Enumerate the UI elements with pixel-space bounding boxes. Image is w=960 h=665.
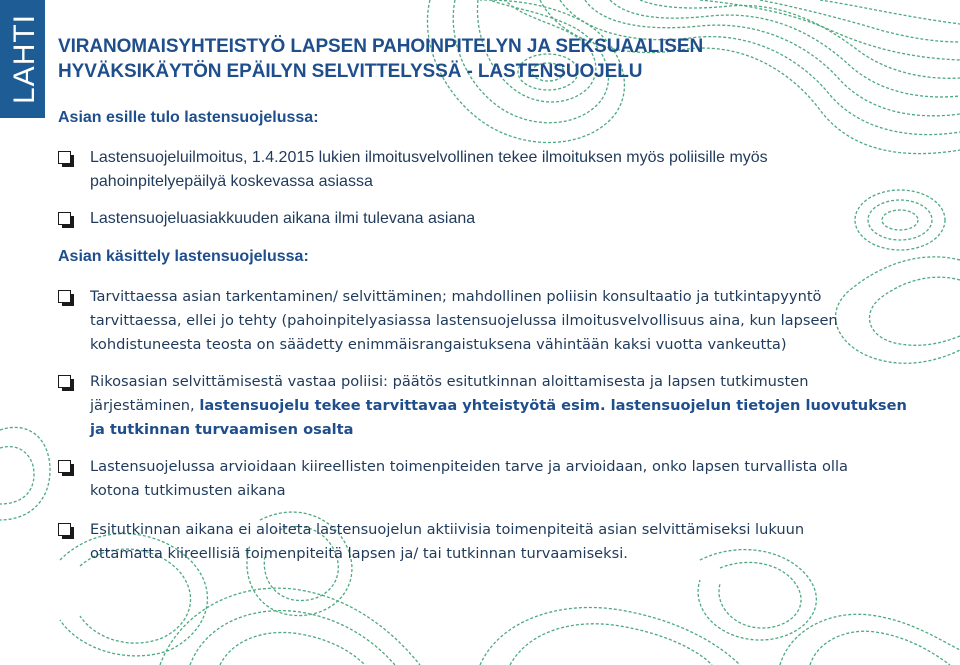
item-text-line: kohdistuneesta teosta on säädetty enimmäisrangaistuksena vähintään kaksi vuotta vankeutta) <box>90 336 787 353</box>
item-text-line: kotona tutkimusten aikana <box>90 482 286 499</box>
item-text-line <box>90 418 928 442</box>
list-item <box>58 285 928 357</box>
list-item <box>58 207 928 231</box>
item-text-line: Rikosasian selvittämisestä vastaa poliisi: päätös esitutkinnan aloittamisesta ja lapsen tutkimusten <box>90 373 809 390</box>
checkbox-icon <box>58 290 71 303</box>
item-text-highlight: lastensuojelu tekee tarvittavaa yhteistyötä esim. lastensuojelun tietojen luovutuksen <box>199 397 907 414</box>
item-text-line: pahoinpitelyepäilyä koskevassa asiassa <box>90 173 373 190</box>
section-heading-handling: Asian käsittely lastensuojelussa: <box>58 248 309 265</box>
item-text-line: Lastensuojeluasiakkuuden aikana ilmi tulevana asiana <box>90 210 476 227</box>
item-text-line: Esitutkinnan aikana ei aloiteta lastensuojelun aktiivisia toimenpiteitä asian selvittämiseksi lukuun <box>90 521 805 538</box>
section-heading-intake: Asian esille tulo lastensuojelussa: <box>58 109 319 126</box>
item-text-line <box>90 394 928 418</box>
item-text-line: Lastensuojeluilmoitus, 1.4.2015 lukien ilmoitusvelvollinen tekee ilmoituksen myös poliisille myös <box>90 149 768 166</box>
item-text-line: tarvittaessa, ellei jo tehty (pahoinpitelyasiassa lastensuojelussa ilmoitusvelvollisuus aina, kun lapseen <box>90 312 838 329</box>
list-item <box>58 146 928 194</box>
checkbox-icon <box>58 212 71 225</box>
item-text-highlight: ja tutkinnan turvaamisen osalta <box>90 421 354 438</box>
checkbox-icon <box>58 460 71 473</box>
item-text-plain: järjestäminen, <box>90 397 200 414</box>
list-item <box>58 370 928 442</box>
list-item <box>58 455 928 503</box>
lahti-logo <box>0 0 45 118</box>
item-text-line: ottamatta kiireellisiä toimenpiteitä lapsen ja/ tai tutkinnan turvaamiseksi. <box>90 545 628 562</box>
list-item <box>58 518 928 566</box>
checkbox-icon <box>58 523 71 536</box>
title-line-1: VIRANOMAISYHTEISTYÖ LAPSEN PAHOINPITELYN JA SEKSUAALISEN <box>58 36 704 57</box>
lahti-logo-wordmark <box>4 10 42 108</box>
item-text-line: Lastensuojelussa arvioidaan kiireellisten toimenpiteiden tarve ja arvioidaan, onko lapsen turvallista olla <box>90 458 848 475</box>
logo-text: LAHTI <box>8 13 41 104</box>
checkbox-icon <box>58 375 71 388</box>
page-title <box>58 34 938 84</box>
checkbox-icon <box>58 151 71 164</box>
item-text-line: Tarvittaessa asian tarkentaminen/ selvittäminen; mahdollinen poliisin konsultaatio ja tutkintapyyntö <box>90 288 822 305</box>
title-line-2: HYVÄKSIKÄYTÖN EPÄILYN SELVITTELYSSÄ - LASTENSUOJELU <box>58 61 643 82</box>
